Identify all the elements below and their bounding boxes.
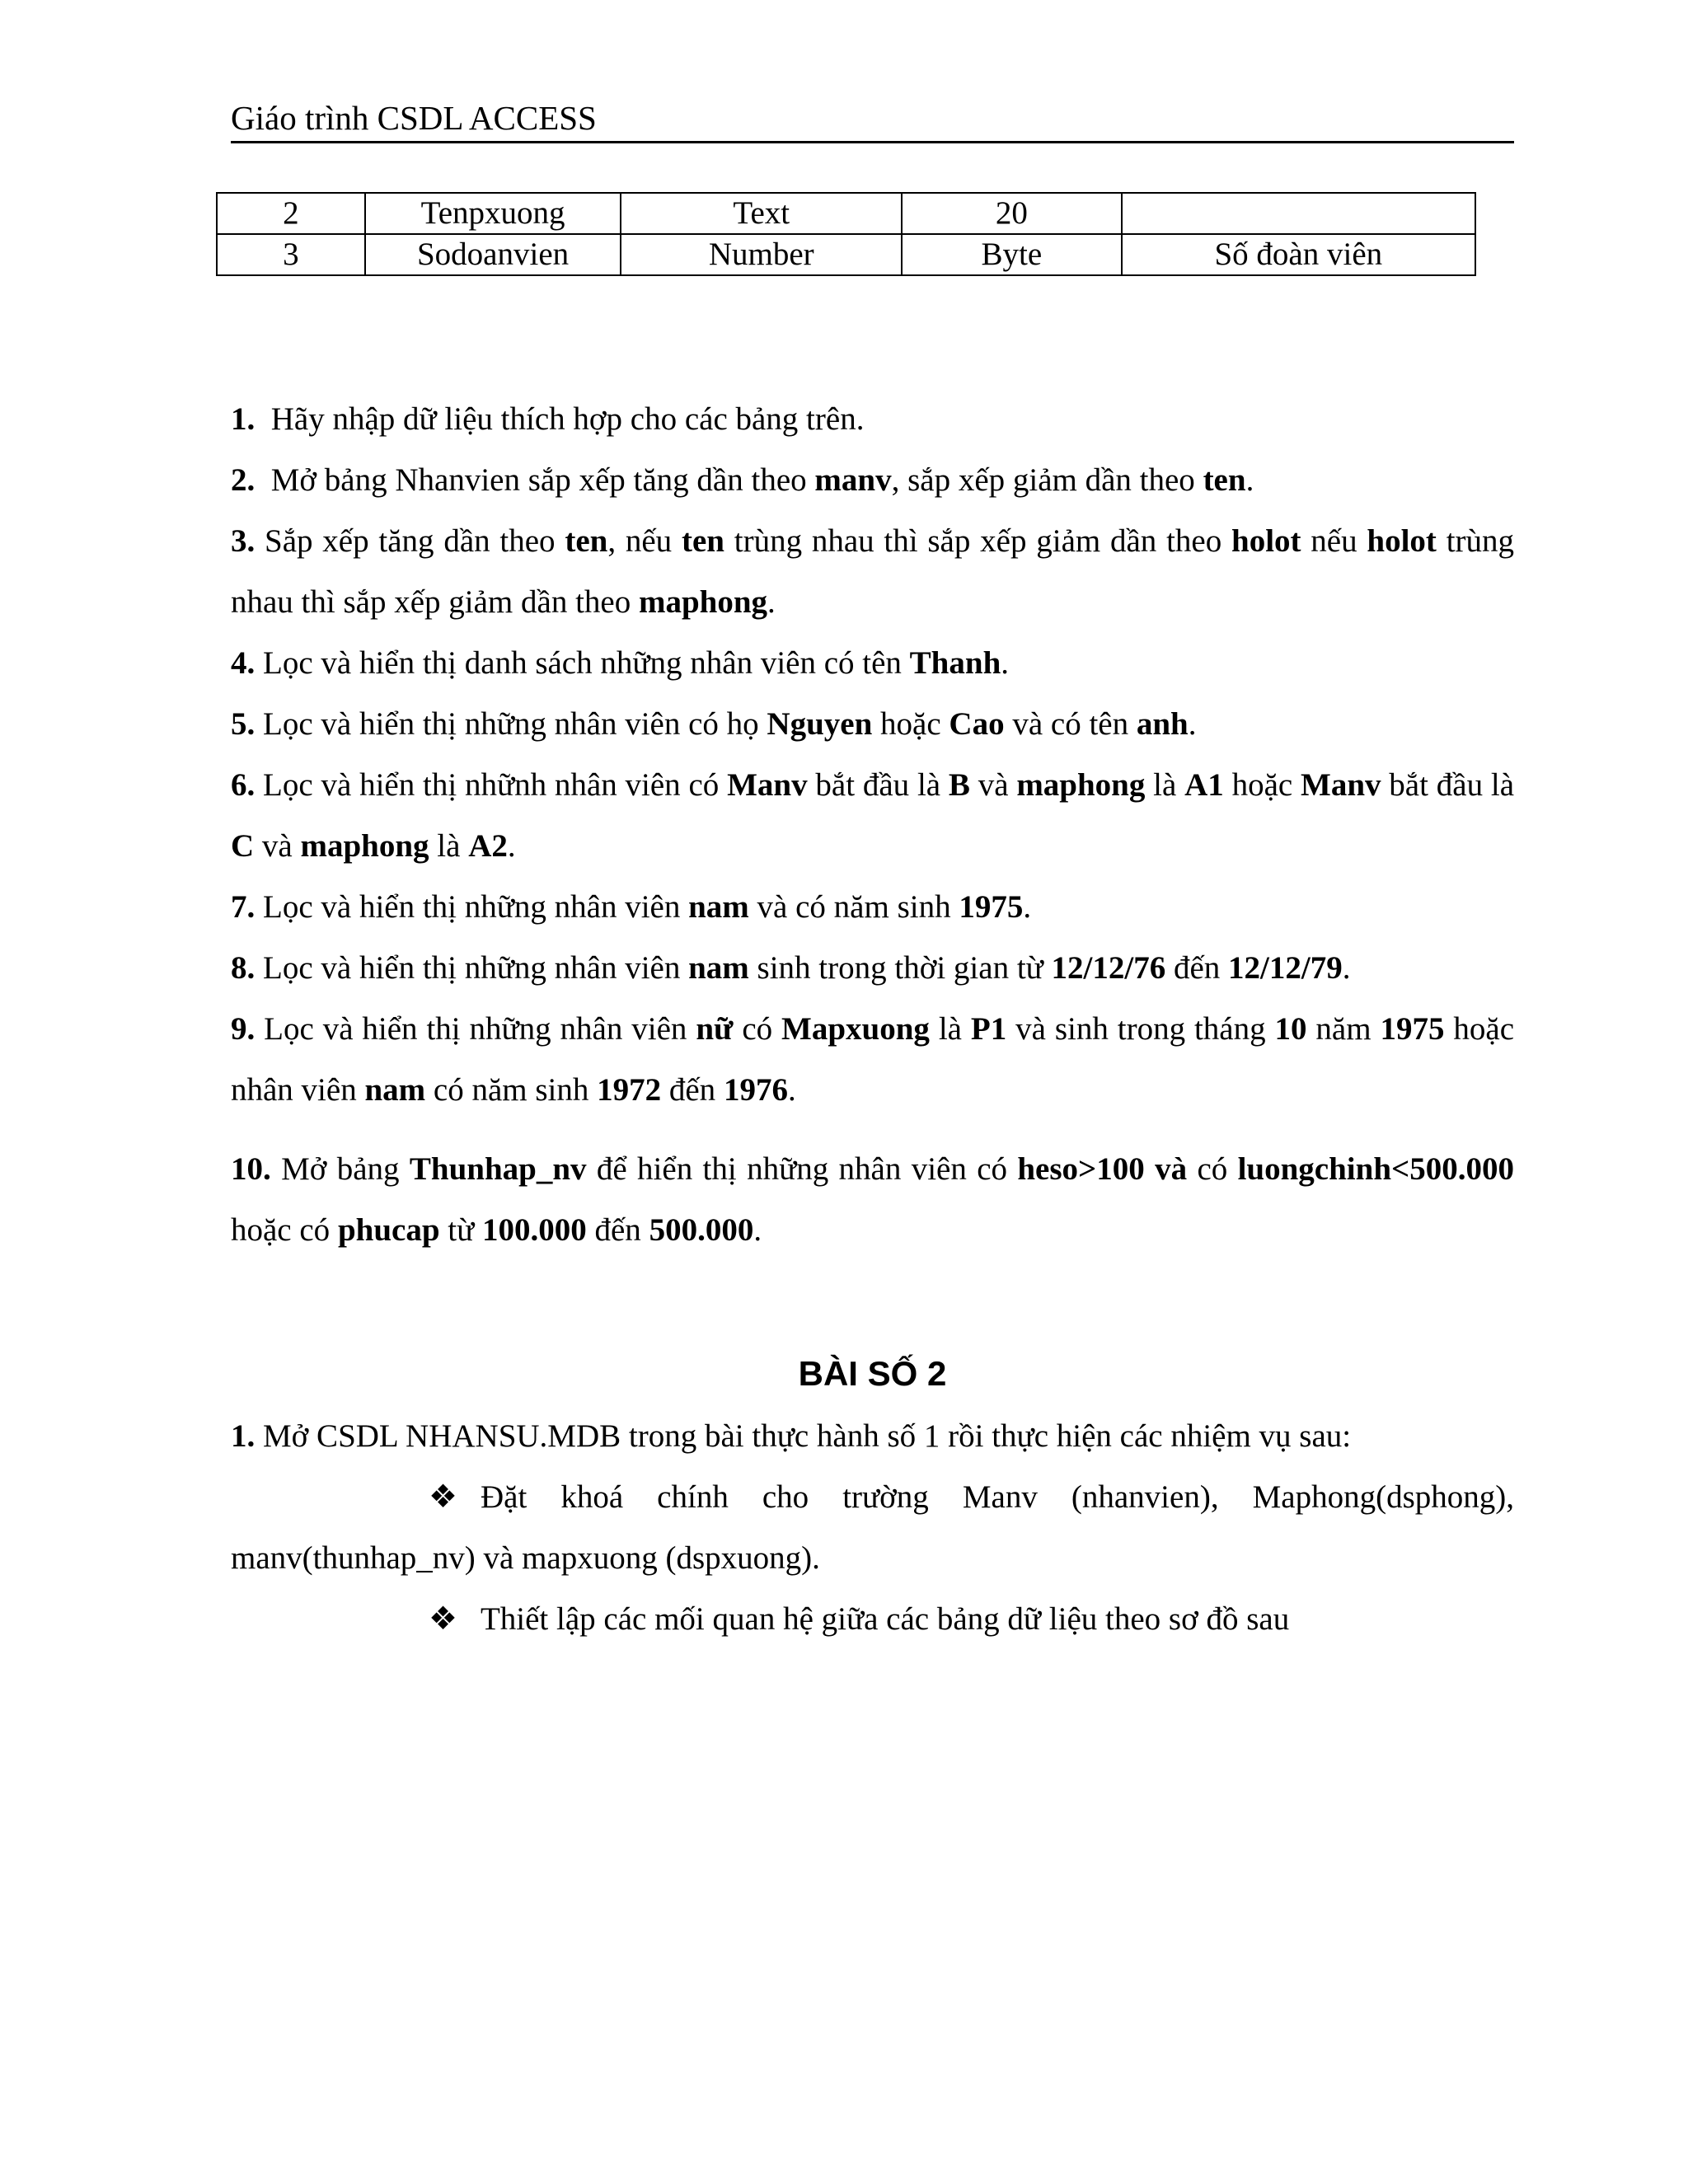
exercise-keyword: A1 [1184, 767, 1224, 803]
table-cell [1122, 193, 1475, 234]
exercise-keyword: A2 [468, 828, 508, 864]
exercise-text: hoặc [1223, 767, 1301, 803]
exercise-keyword: Mapxuong [781, 1011, 930, 1047]
exercise-keyword: luongchinh<500.000 [1237, 1151, 1514, 1187]
section-2-body [231, 1406, 1514, 1650]
exercise-keyword: 1976 [723, 1072, 788, 1108]
exercise-text: . [1023, 889, 1032, 925]
exercise-keyword: 500.000 [649, 1212, 754, 1248]
exercise-keyword: 100.000 [482, 1212, 587, 1248]
exercise-list [231, 389, 1514, 1261]
exercise-keyword: nam [688, 950, 749, 986]
exercise-keyword: C [231, 828, 255, 864]
exercise-text: trùng nhau thì sắp xếp giảm dần theo [231, 523, 1515, 620]
exercise-text: Mở bảng [281, 1151, 410, 1187]
exercise-text: hoặc có [231, 1212, 338, 1248]
exercise-text: là [929, 1011, 971, 1047]
table-cell: 20 [902, 193, 1122, 234]
exercise-text: và sinh trong tháng [1006, 1011, 1275, 1047]
section-2-item-1 [231, 1406, 1514, 1467]
exercise-keyword: maphong [638, 584, 768, 620]
exercise-keyword: 1972 [597, 1072, 662, 1108]
exercise-text: đến [586, 1212, 649, 1248]
exercise-text: và có năm sinh [748, 889, 959, 925]
exercise-text: Lọc và hiển thị nhữnh nhân viên có [263, 767, 728, 803]
bullet-item-1 [231, 1467, 1514, 1589]
exercise-text: , nếu [607, 523, 682, 559]
exercise-3 [231, 511, 1514, 633]
exercise-text: Lọc và hiển thị những nhân viên [263, 889, 689, 925]
exercise-keyword: 12/12/76 [1051, 950, 1166, 986]
exercise-text: Lọc và hiển thị những nhân viên có họ [263, 706, 767, 742]
exercise-6 [231, 755, 1514, 877]
exercise-7 [231, 877, 1514, 938]
item-text: Mở CSDL NHANSU.MDB trong bài thực hành số 1 rồi thực hiện các nhiệm vụ sau: [263, 1418, 1352, 1454]
item-number: 1. [231, 1418, 256, 1454]
exercise-text: Hãy nhập dữ liệu thích hợp cho các bảng trên. [270, 401, 865, 437]
page-header: Giáo trình CSDL ACCESS [231, 97, 1514, 143]
exercise-text: có năm sinh [425, 1072, 598, 1108]
table-cell: 2 [217, 193, 365, 234]
exercise-number: 10. [231, 1151, 271, 1187]
exercise-keyword: ten [681, 523, 724, 559]
exercise-text: trùng nhau thì sắp xếp giảm dần theo [724, 523, 1232, 559]
exercise-text: hoặc [872, 706, 950, 742]
exercise-number: 7. [231, 889, 256, 925]
exercise-keyword: Manv [727, 767, 808, 803]
exercise-text: Mở bảng Nhanvien sắp xếp tăng dần theo [270, 462, 815, 498]
exercise-10 [231, 1139, 1514, 1261]
exercise-keyword: Manv [1301, 767, 1381, 803]
exercise-number: 9. [231, 1011, 256, 1047]
table-cell: Text [621, 193, 902, 234]
exercise-text: Lọc và hiển thị những nhân viên [264, 1011, 696, 1047]
exercise-text: Sắp xếp tăng dần theo [265, 523, 565, 559]
exercise-text: . [767, 584, 776, 620]
table-cell: Byte [902, 234, 1122, 275]
section-heading: BÀI SỐ 2 [798, 1354, 947, 1393]
exercise-keyword: 10 [1274, 1011, 1307, 1047]
exercise-text: . [1001, 645, 1010, 681]
exercise-text: đến [1165, 950, 1229, 986]
exercise-text: từ [439, 1212, 482, 1248]
exercise-keyword: ten [565, 523, 608, 559]
exercise-text: năm [1306, 1011, 1381, 1047]
table-cell: 3 [217, 234, 365, 275]
table-row [217, 234, 1475, 275]
exercise-keyword: nam [688, 889, 749, 925]
exercise-keyword: holot [1367, 523, 1437, 559]
exercise-keyword: phucap [337, 1212, 440, 1248]
exercise-1 [231, 389, 1514, 450]
exercise-keyword: 1975 [1380, 1011, 1445, 1047]
exercise-keyword: nữ [696, 1011, 734, 1047]
exercise-text: . [507, 828, 516, 864]
exercise-text: và [254, 828, 301, 864]
table-cell: Number [621, 234, 902, 275]
exercise-text: hoặc nhân viên [231, 1011, 1515, 1108]
exercise-number: 1. [231, 401, 256, 437]
exercise-number: 8. [231, 950, 256, 986]
exercise-text: và [969, 767, 1017, 803]
exercise-4 [231, 633, 1514, 694]
exercise-text: có [733, 1011, 782, 1047]
exercise-keyword: Thunhap_nv [409, 1151, 587, 1187]
exercise-text: là [1145, 767, 1185, 803]
bullet-text: Thiết lập các mối quan hệ giữa các bảng dữ liệu theo sơ đồ sau [480, 1601, 1290, 1637]
exercise-9 [231, 999, 1514, 1121]
exercise-keyword: Thanh [909, 645, 1001, 681]
exercise-keyword: holot [1231, 523, 1301, 559]
exercise-keyword: Nguyen [767, 706, 873, 742]
exercise-keyword: B [948, 767, 970, 803]
table-row [217, 193, 1475, 234]
field-table [216, 192, 1476, 276]
exercise-text: Lọc và hiển thị những nhân viên [263, 950, 689, 986]
exercise-text: nếu [1301, 523, 1367, 559]
bullet-item-2 [231, 1589, 1514, 1650]
exercise-keyword: P1 [970, 1011, 1007, 1047]
exercise-keyword: anh [1136, 706, 1189, 742]
exercise-2 [231, 450, 1514, 511]
table-cell: Số đoàn viên [1122, 234, 1475, 275]
exercise-text: . [1342, 950, 1351, 986]
bullet-icon: ❖ [429, 1479, 457, 1515]
exercise-keyword: nam [364, 1072, 426, 1108]
exercise-keyword: manv [814, 462, 892, 498]
exercise-8 [231, 938, 1514, 999]
exercise-keyword: maphong [1016, 767, 1146, 803]
exercise-text: . [787, 1072, 796, 1108]
exercise-keyword: ten [1203, 462, 1246, 498]
exercise-text: để hiển thị những nhân viên có [586, 1151, 1018, 1187]
exercise-text: có [1187, 1151, 1238, 1187]
exercise-text: là [429, 828, 469, 864]
bullet-icon: ❖ [429, 1601, 457, 1637]
exercise-keyword: Cao [949, 706, 1005, 742]
exercise-keyword: maphong [300, 828, 429, 864]
bullet-text: Đặt khoá chính cho trường Manv (nhanvien), Maphong(dsphong), manv(thunhap_nv) và mapxuong (dspxuong). [231, 1479, 1514, 1576]
exercise-5 [231, 694, 1514, 755]
exercise-keyword: 12/12/79 [1228, 950, 1343, 986]
exercise-text: bắt đầu là [807, 767, 949, 803]
exercise-text: . [1245, 462, 1254, 498]
exercise-number: 3. [231, 523, 256, 559]
table-cell: Tenpxuong [365, 193, 621, 234]
exercise-keyword: 1975 [959, 889, 1024, 925]
exercise-text: bắt đầu là [1381, 767, 1515, 803]
exercise-keyword: heso>100 và [1017, 1151, 1188, 1187]
exercise-text: Lọc và hiển thị danh sách những nhân viên có tên [263, 645, 910, 681]
exercise-text: , sắp xếp giảm dần theo [891, 462, 1203, 498]
exercise-number: 2. [231, 462, 256, 498]
exercise-text: . [1188, 706, 1197, 742]
exercise-text: . [753, 1212, 762, 1248]
exercise-text: đến [661, 1072, 724, 1108]
exercise-number: 4. [231, 645, 256, 681]
table-cell: Sodoanvien [365, 234, 621, 275]
exercise-number: 5. [231, 706, 256, 742]
exercise-text: và có tên [1004, 706, 1137, 742]
exercise-text: sinh trong thời gian từ [748, 950, 1052, 986]
exercise-number: 6. [231, 767, 256, 803]
